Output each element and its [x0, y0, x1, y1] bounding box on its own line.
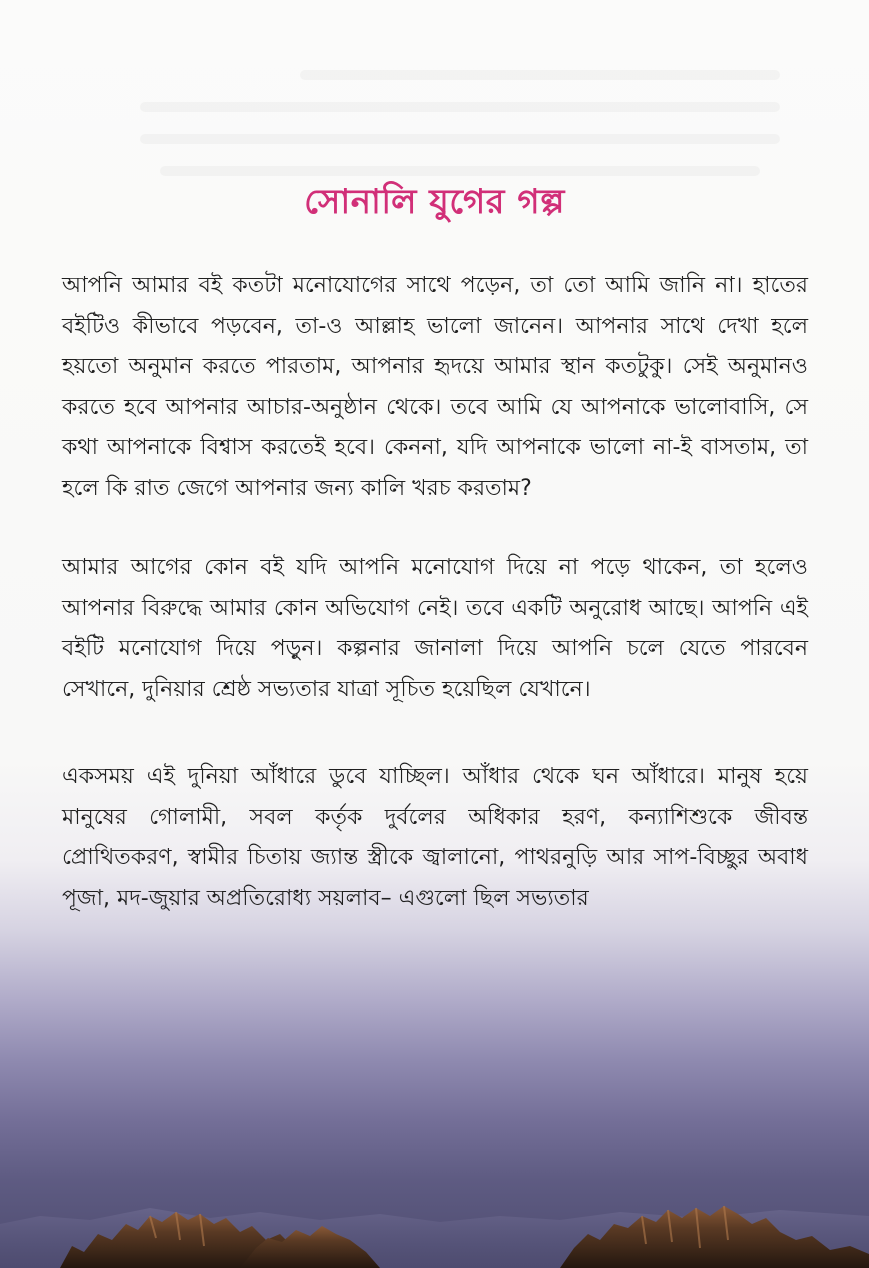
page-title: সোনালি যুগের গল্প: [304, 182, 565, 222]
paragraph-1: আপনি আমার বই কতটা মনোযোগের সাথে পড়েন, তা তো আমি জানি না। হাতের বইটিও কীভাবে পড়বেন, তা-ও আল্লাহ ভালো জানেন। আপনার সাথে দেখা হলে হয়তো অনুমান করতে পারতাম, আপনার হৃদয়ে আমার স্থান কতটুকু। সেই অনুমানও করতে হবে আপনার আচার-অনুষ্ঠান থেকে। তবে আমি যে আপনাকে ভালোবাসি, সে কথা আপনাকে বিশ্বাস করতেই হবে। কেননা, যদি আপনাকে ভালো না-ই বাসতাম, তা হলে কি রাত জেগে আপনার জন্য কালি খরচ করতাম?: [62, 273, 808, 501]
paragraph-2: আমার আগের কোন বই যদি আপনি মনোযোগ দিয়ে না পড়ে থাকেন, তা হলেও আপনার বিরুদ্ধে আমার কোন অভিযোগ নেই। তবে একটি অনুরোধ আছে। আপনি এই বইটি মনোযোগ দিয়ে পড়ুন। কল্পনার জানালা দিয়ে আপনি চলে যেতে পারবেন সেখানে, দুনিয়ার শ্রেষ্ঠ সভ্যতার যাত্রা সূচিত হয়েছিল যেখানে।: [62, 555, 808, 702]
mountain-illustration: [0, 1128, 869, 1268]
paragraph-3: একসময় এই দুনিয়া আঁধারে ডুবে যাচ্ছিল। আঁধার থেকে ঘন আঁধারে। মানুষ হয়ে মানুষের গোলামী, সবল কর্তৃক দুর্বলের অধিকার হরণ, কন্যাশিশুকে জীবন্ত প্রোথিতকরণ, স্বামীর চিতায় জ্যান্ত স্ত্রীকে জ্বালানো, পাথরনুড়ি আর সাপ-বিচ্ছুর অবাধ পূজা, মদ-জুয়ার অপ্রতিরোধ্য সয়লাব– এগুলো ছিল সভ্যতার: [62, 764, 808, 911]
show-through-text: [0, 0, 869, 200]
